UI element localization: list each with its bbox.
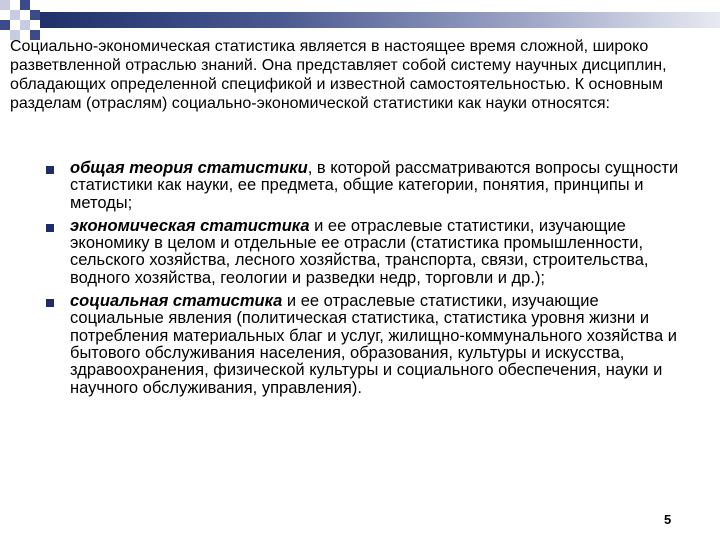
page-number: 5 <box>664 512 672 527</box>
square-bullet-icon <box>46 299 54 307</box>
list-item <box>46 160 686 212</box>
square-bullet-icon <box>46 166 54 174</box>
bullet-list <box>46 160 686 403</box>
list-item <box>46 293 686 397</box>
list-item-term: экономическая статистика <box>70 216 310 235</box>
list-item-term: социальная статистика <box>70 292 283 311</box>
list-item <box>46 218 686 287</box>
list-item-text: , в которой рассматриваются вопросы сущности статистики как науки, ее предмета, общие категории, понятия, принципы и методы; <box>70 159 679 212</box>
header-gradient-band <box>40 12 720 28</box>
list-item-text: и ее отраслевые статистики, изучающие социальные явления (политическая статистика, статистика уровня жизни и потребления материальных благ и услуг, жилищно-коммунального хозяйства и бытового обслуживания населения, образования, культуры и искусства, здравоохранения, физической культуры и социального обеспечения, науки и научного обслуживания, управления). <box>70 292 677 397</box>
list-item-term: общая теория статистики <box>70 159 308 177</box>
list-item-text: и ее отраслевые статистики, изучающие экономику в целом и отдельные ее отрасли (статистика промышленности, сельского хозяйства, лесного хозяйства, транспорта, связи, строительства, водного хозяйства, геологии и разведки недр, торговли и др.); <box>70 216 649 287</box>
intro-paragraph: Социально-экономическая статистика является в настоящее время сложной, широко разветвленной отраслью знаний. Она представляет собой систему научных дисциплин, обладающих определенной спецификой и известной самостоятельностью. К основным разделам (отраслям) социально-экономической статистики как науки относятся: <box>10 38 667 112</box>
square-bullet-icon <box>46 224 54 232</box>
